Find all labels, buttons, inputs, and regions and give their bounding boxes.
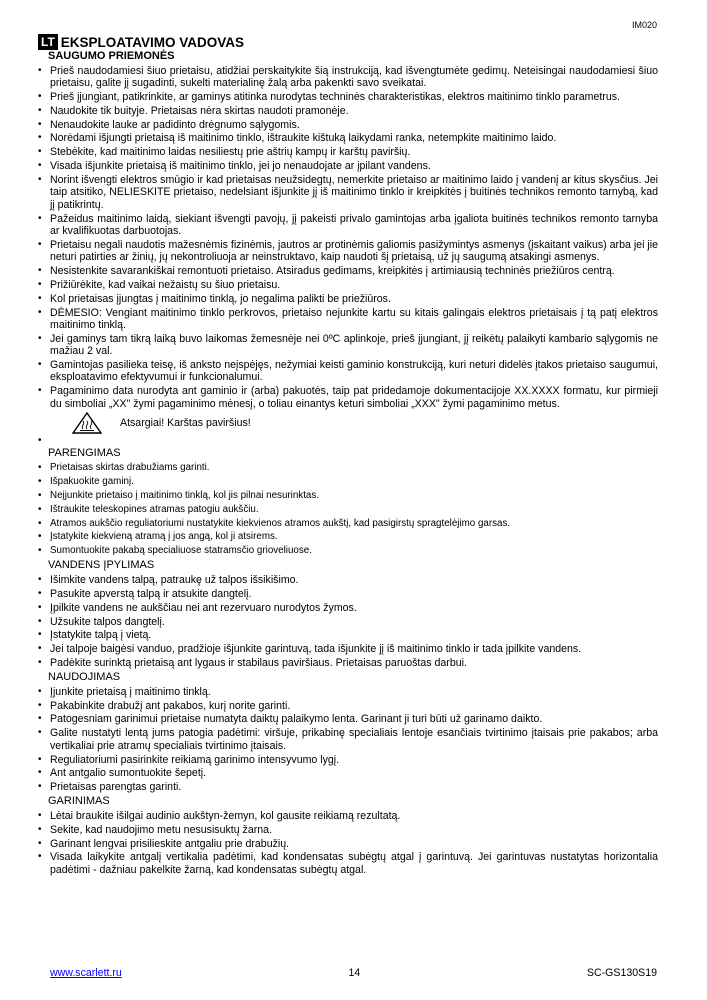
page-code: IM020: [631, 20, 657, 30]
steaming-list: [38, 810, 658, 876]
list-item: • Prieš įjungiant, patikrinkite, ar gaminys atitinka nurodytas techninės charakteristikas, elektros maitinimo tinklo parametrus.: [38, 91, 658, 103]
language-badge: LT: [38, 34, 58, 50]
list-item: • Prietaisas skirtas drabužiams garinti.: [38, 462, 658, 474]
list-item: • Jei talpoje baigėsi vanduo, pradžioje išjunkite garintuvą, tada išjunkite jį iš maitinimo tinklo ir tada įpilkite vandens.: [38, 643, 658, 655]
list-item: • Sumontuokite pakabą specialiuose statramsčio grioveliuose.: [38, 545, 658, 557]
list-item: • Pakabinkite drabužį ant pakabos, kurį norite garinti.: [38, 700, 658, 712]
usage-list: [38, 686, 658, 794]
list-item: • Sekite, kad naudojimo metu nesusisuktų žarna.: [38, 824, 658, 836]
preparation-heading: PARENGIMAS: [48, 447, 121, 460]
website-link[interactable]: www.scarlett.ru: [50, 967, 122, 979]
list-item: • Išpakuokite gaminį.: [38, 476, 658, 488]
list-item: • Kol prietaisas įjungtas į maitinimo tinklą, jo negalima palikti be priežiūros.: [38, 293, 658, 305]
list-item: • Padėkite surinktą prietaisą ant lygaus ir stabilaus paviršiaus. Prietaisas paruoštas darbui.: [38, 657, 658, 669]
list-item: • Reguliatoriumi pasirinkite reikiamą garinimo intensyvumo lygį.: [38, 754, 658, 766]
list-item: • Garinant lengvai prisilieskite antgaliu prie drabužių.: [38, 838, 658, 850]
list-item: • Prižiūrėkite, kad vaikai nežaistų su šiuo prietaisu.: [38, 279, 658, 291]
safety-list: [38, 65, 658, 410]
list-item: • Galite nustatyti lentą jums patogia padėtimi: viršuje, prikabinę specialiais lentoje esančiais tvirtinimo įtaisais prie pakabos; arba vertikaliai prie atramų specialiais tvirtinimo įtaisais.: [38, 727, 658, 752]
list-item: • Naudokite tik buityje. Prietaisas nėra skirtas naudoti pramonėje.: [38, 105, 658, 117]
model-code: SC-GS130S19: [586, 967, 657, 979]
list-item: • Norint išvengti elektros smūgio ir kad prietaisas neužsidegtų, nemerkite prietaiso ar maitinimo laido į vandenį ar kitus skysčius. Jei taip atsitiko, NELIESKITE prietaiso, nedelsiant išjunkite jį iš maitinimo tinklo ir kreipkitės į buitinės technikos remonto tarnybą, kad jį patikrintų.: [38, 174, 658, 211]
steaming-heading: GARINIMAS: [48, 795, 110, 808]
hot-surface-warning: [72, 411, 658, 435]
document-body: [38, 34, 658, 878]
list-item: • Visada išjunkite prietaisą iš maitinimo tinklo, jei jo nenaudojate ar įpilant vandens.: [38, 160, 658, 172]
list-item: • Pasukite apverstą talpą ir atsukite dangtelį.: [38, 588, 658, 600]
list-item: • DĖMESIO: Vengiant maitinimo tinklo perkrovos, prietaiso nejunkite kartu su kitais galingais elektros prietaisais į tą patį elektros maitinimo tinklą.: [38, 307, 658, 332]
list-item: • Išimkite vandens talpą, patraukę už talpos išsikišimo.: [38, 574, 658, 586]
page-footer: [50, 967, 657, 979]
empty-bullet: •: [38, 435, 42, 447]
list-item: • Ant antgalio sumontuokite šepetį.: [38, 767, 658, 779]
list-item: • Prietaisas parengtas garinti.: [38, 781, 658, 793]
list-item: • Pagaminimo data nurodyta ant gaminio ir (arba) pakuotės, taip pat pridedamoje dokumentacijoje XX.XXXX formatu, kur pirmieji du simboliai „XX" žymi pagaminimo mėnesį, o toliau einantys keturi simboliai „XXX" žymi pagaminimo metus.: [38, 385, 658, 410]
list-item: • Neįjunkite prietaiso į maitinimo tinklą, kol jis pilnai nesurinktas.: [38, 490, 658, 502]
list-item: • Atramos aukščio reguliatoriumi nustatykite kiekvienos atramos aukštį, kad pasigirstų spragtelėjimo garsas.: [38, 518, 658, 530]
preparation-list: [38, 462, 658, 558]
list-item: • Norėdami išjungti prietaisą iš maitinimo tinklo, ištraukite kištuką laikydami ranka, netempkite maitinimo laido.: [38, 132, 658, 144]
list-item: • Prietaisu negali naudotis mažesnėmis fizinėmis, jautros ar protinėmis galiomis pasižymintys asmenys (įskaitant vaikus) arba jei jie neturi patirties ar žinių, jų nekontroliuoja ar neinstruktavo, kaip naudoti šį prietaisą, už jų saugumą atsakingi asmenys.: [38, 239, 658, 264]
water-heading: VANDENS ĮPYLIMAS: [48, 559, 155, 572]
list-item: • Prieš naudodamiesi šiuo prietaisu, atidžiai perskaitykite šią instrukciją, kad išvengtumėte gedimų. Neteisingai naudodamiesi šiuo prietaisu, galite jį sugadinti, sukelti materialinę žalą arba pakenkti savo sveikatai.: [38, 65, 658, 90]
list-item: • Stebėkite, kad maitinimo laidas nesiliestų prie aštrių kampų ir karštų paviršių.: [38, 146, 658, 158]
list-item: • Įstatykite talpą į vietą.: [38, 629, 658, 641]
hot-surface-warning-icon: [72, 412, 102, 434]
list-item: • Jei gaminys tam tikrą laiką buvo laikomas žemesnėje nei 0ºC aplinkoje, prieš įjungiant, jį reikėtų palaikyti kambario sąlygomis ne mažiau 2 val.: [38, 333, 658, 358]
list-item: • Visada laikykite antgalį vertikalia padėtimi, kad kondensatas subėgtų atgal į garintuvą. Jei garintuvas nustatytas horizontalia padėtimi - dažniau pakelkite žarną, kad kondensatas subėgtų atgal.: [38, 851, 658, 876]
list-item: • Įpilkite vandens ne aukščiau nei ant rezervuaro nurodytos žymos.: [38, 602, 658, 614]
title-text: EKSPLOATAVIMO VADOVAS: [60, 34, 245, 50]
list-item: • Patogesniam garinimui prietaise numatyta daiktų palaikymo lenta. Garinant ji turi būti už garinamo daikto.: [38, 713, 658, 725]
list-item: • Užsukite talpos dangtelį.: [38, 616, 658, 628]
list-item: • Pažeidus maitinimo laidą, siekiant išvengti pavojų, jį pakeisti privalo gamintojas arba įgaliota buitinės technikos remonto tarnyba ar kvalifikuotas darbuotojas.: [38, 213, 658, 238]
list-item: • Lėtai braukite išilgai audinio aukštyn-žemyn, kol gausite reikiamą rezultatą.: [38, 810, 658, 822]
page-title: [38, 34, 658, 50]
list-item: • Nenaudokite lauke ar padidinto drėgnumo sąlygomis.: [38, 119, 658, 131]
page-number: 14: [348, 967, 361, 979]
list-item: • Gamintojas pasilieka teisę, iš anksto neįspėjęs, nežymiai keisti gaminio konstrukciją, kuri neturi didelės įtakos prietaiso saugumui, eksploatavimo efektyvumui ir funkcionalumui.: [38, 359, 658, 384]
list-item: • Įjunkite prietaisą į maitinimo tinklą.: [38, 686, 658, 698]
list-item: • Ištraukite teleskopines atramas patogiu aukščiu.: [38, 504, 658, 516]
usage-heading: NAUDOJIMAS: [48, 671, 121, 684]
safety-heading: SAUGUMO PRIEMONĖS: [48, 50, 175, 62]
water-list: [38, 574, 658, 670]
list-item: • Įstatykite kiekvieną atramą į jos angą, kol ji atsirems.: [38, 531, 658, 543]
list-item: • Nesistenkite savarankiškai remontuoti prietaiso. Atsiradus gedimams, kreipkitės į artimiausią techninės priežiūros centrą.: [38, 265, 658, 277]
warning-text: Atsargiai! Karštas paviršius!: [120, 417, 251, 430]
